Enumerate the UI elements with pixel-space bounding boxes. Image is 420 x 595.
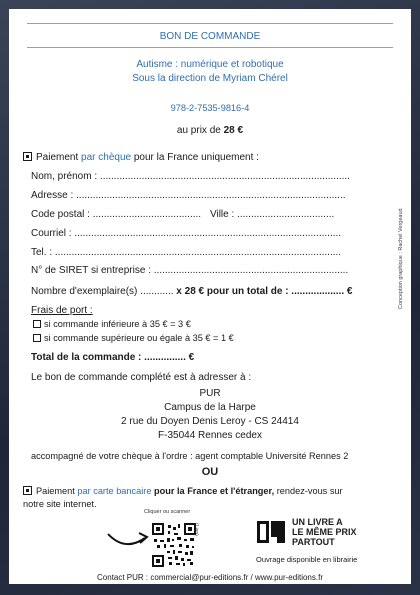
frais-option-2[interactable] [33, 333, 234, 343]
card-text-1: Paiement [36, 486, 75, 496]
address-line-3: 2 rue du Doyen Denis Leroy - CS 24414 [121, 416, 299, 427]
cheque-heading [23, 152, 259, 163]
livre-logo-icon [255, 517, 289, 547]
quantity-label[interactable]: Nombre d'exemplaire(s) ............ [31, 286, 174, 297]
frais-option-1-label: si commande inférieure à 35 € = 3 € [44, 319, 191, 329]
bullet-icon [23, 152, 32, 161]
field-courriel[interactable]: Courriel : ................................................................................................ [31, 228, 342, 239]
livre-logo-line-3: PARTOUT [292, 537, 335, 547]
address-line-4: F-35044 Rennes cedex [158, 430, 262, 441]
form-title: BON DE COMMANDE [159, 31, 261, 42]
checkbox-icon[interactable] [33, 320, 41, 328]
cheque-link[interactable]: par chèque [81, 152, 132, 163]
book-isbn: 978-2-7535-9816-4 [170, 103, 250, 113]
title-divider [27, 47, 393, 48]
ou-separator: OU [201, 466, 219, 478]
quantity-total-label: x 28 € pour un total de : ................... € [176, 286, 353, 297]
livre-logo-sub: Ouvrage disponible en librairie [256, 555, 358, 564]
card-heading [23, 486, 343, 496]
curved-arrow-icon [105, 524, 151, 550]
frais-option-1[interactable] [33, 319, 191, 329]
book-title: Autisme : numérique et robotique [136, 59, 284, 70]
card-text-2: pour la France et l'étranger, [154, 486, 275, 496]
field-nom[interactable]: Nom, prénom : .......................................................................................... [31, 171, 350, 182]
address-line-1: PUR [199, 388, 221, 399]
book-price-line [9, 125, 411, 136]
address-intro: Le bon de commande complété est à adresser à : [31, 372, 252, 383]
qr-code[interactable] [152, 523, 196, 567]
price-value: 28 € [223, 125, 244, 136]
card-text-4: notre site internet. [23, 499, 97, 509]
field-quantity[interactable] [31, 286, 352, 297]
side-credit: Conception graphique : Rachel Vergeaud [398, 208, 404, 309]
livre-logo-line-2: LE MÊME PRIX [292, 527, 357, 537]
qr-pattern [152, 523, 196, 567]
frais-label: Frais de port : [31, 305, 93, 316]
book-direction: Sous la direction de Myriam Chérel [132, 73, 288, 84]
frais-option-2-label: si commande supérieure ou égale à 35 € = 1 € [44, 333, 234, 343]
bullet-icon [23, 486, 32, 495]
checkbox-icon[interactable] [33, 334, 41, 342]
field-adresse[interactable]: Adresse : ................................................................................................. [31, 190, 346, 201]
cheque-order-note: accompagné de votre chèque à l'ordre : agent comptable Université Rennes 2 [31, 451, 349, 461]
field-ville[interactable]: Ville : ................................... [210, 209, 335, 220]
address-line-2: Campus de la Harpe [164, 402, 256, 413]
cheque-text-2: pour la France uniquement : [133, 152, 259, 163]
qr-side-text: (Lien) [193, 523, 199, 536]
field-tel[interactable]: Tel. : ....................................................................................................... [31, 247, 342, 258]
livre-logo-line-1: UN LIVRE A [292, 517, 343, 527]
cheque-text-1: Paiement [36, 152, 79, 163]
field-siret[interactable]: N° de SIRET si entreprise : ...................................................................... [31, 265, 349, 276]
card-link[interactable]: par carte bancaire [77, 486, 152, 496]
field-code-postal[interactable]: Code postal : ....................................... [31, 209, 202, 220]
total-commande[interactable]: Total de la commande : ............... € [31, 352, 195, 363]
qr-caption: Cliquer ou scanner [144, 509, 191, 515]
footer-contact[interactable]: Contact PUR : commercial@pur-editions.fr / www.pur-editions.fr [97, 573, 323, 582]
order-form-sheet [9, 9, 411, 584]
top-divider [27, 23, 393, 24]
price-prefix: au prix de [176, 125, 221, 136]
card-text-3: rendez-vous sur [276, 486, 343, 496]
